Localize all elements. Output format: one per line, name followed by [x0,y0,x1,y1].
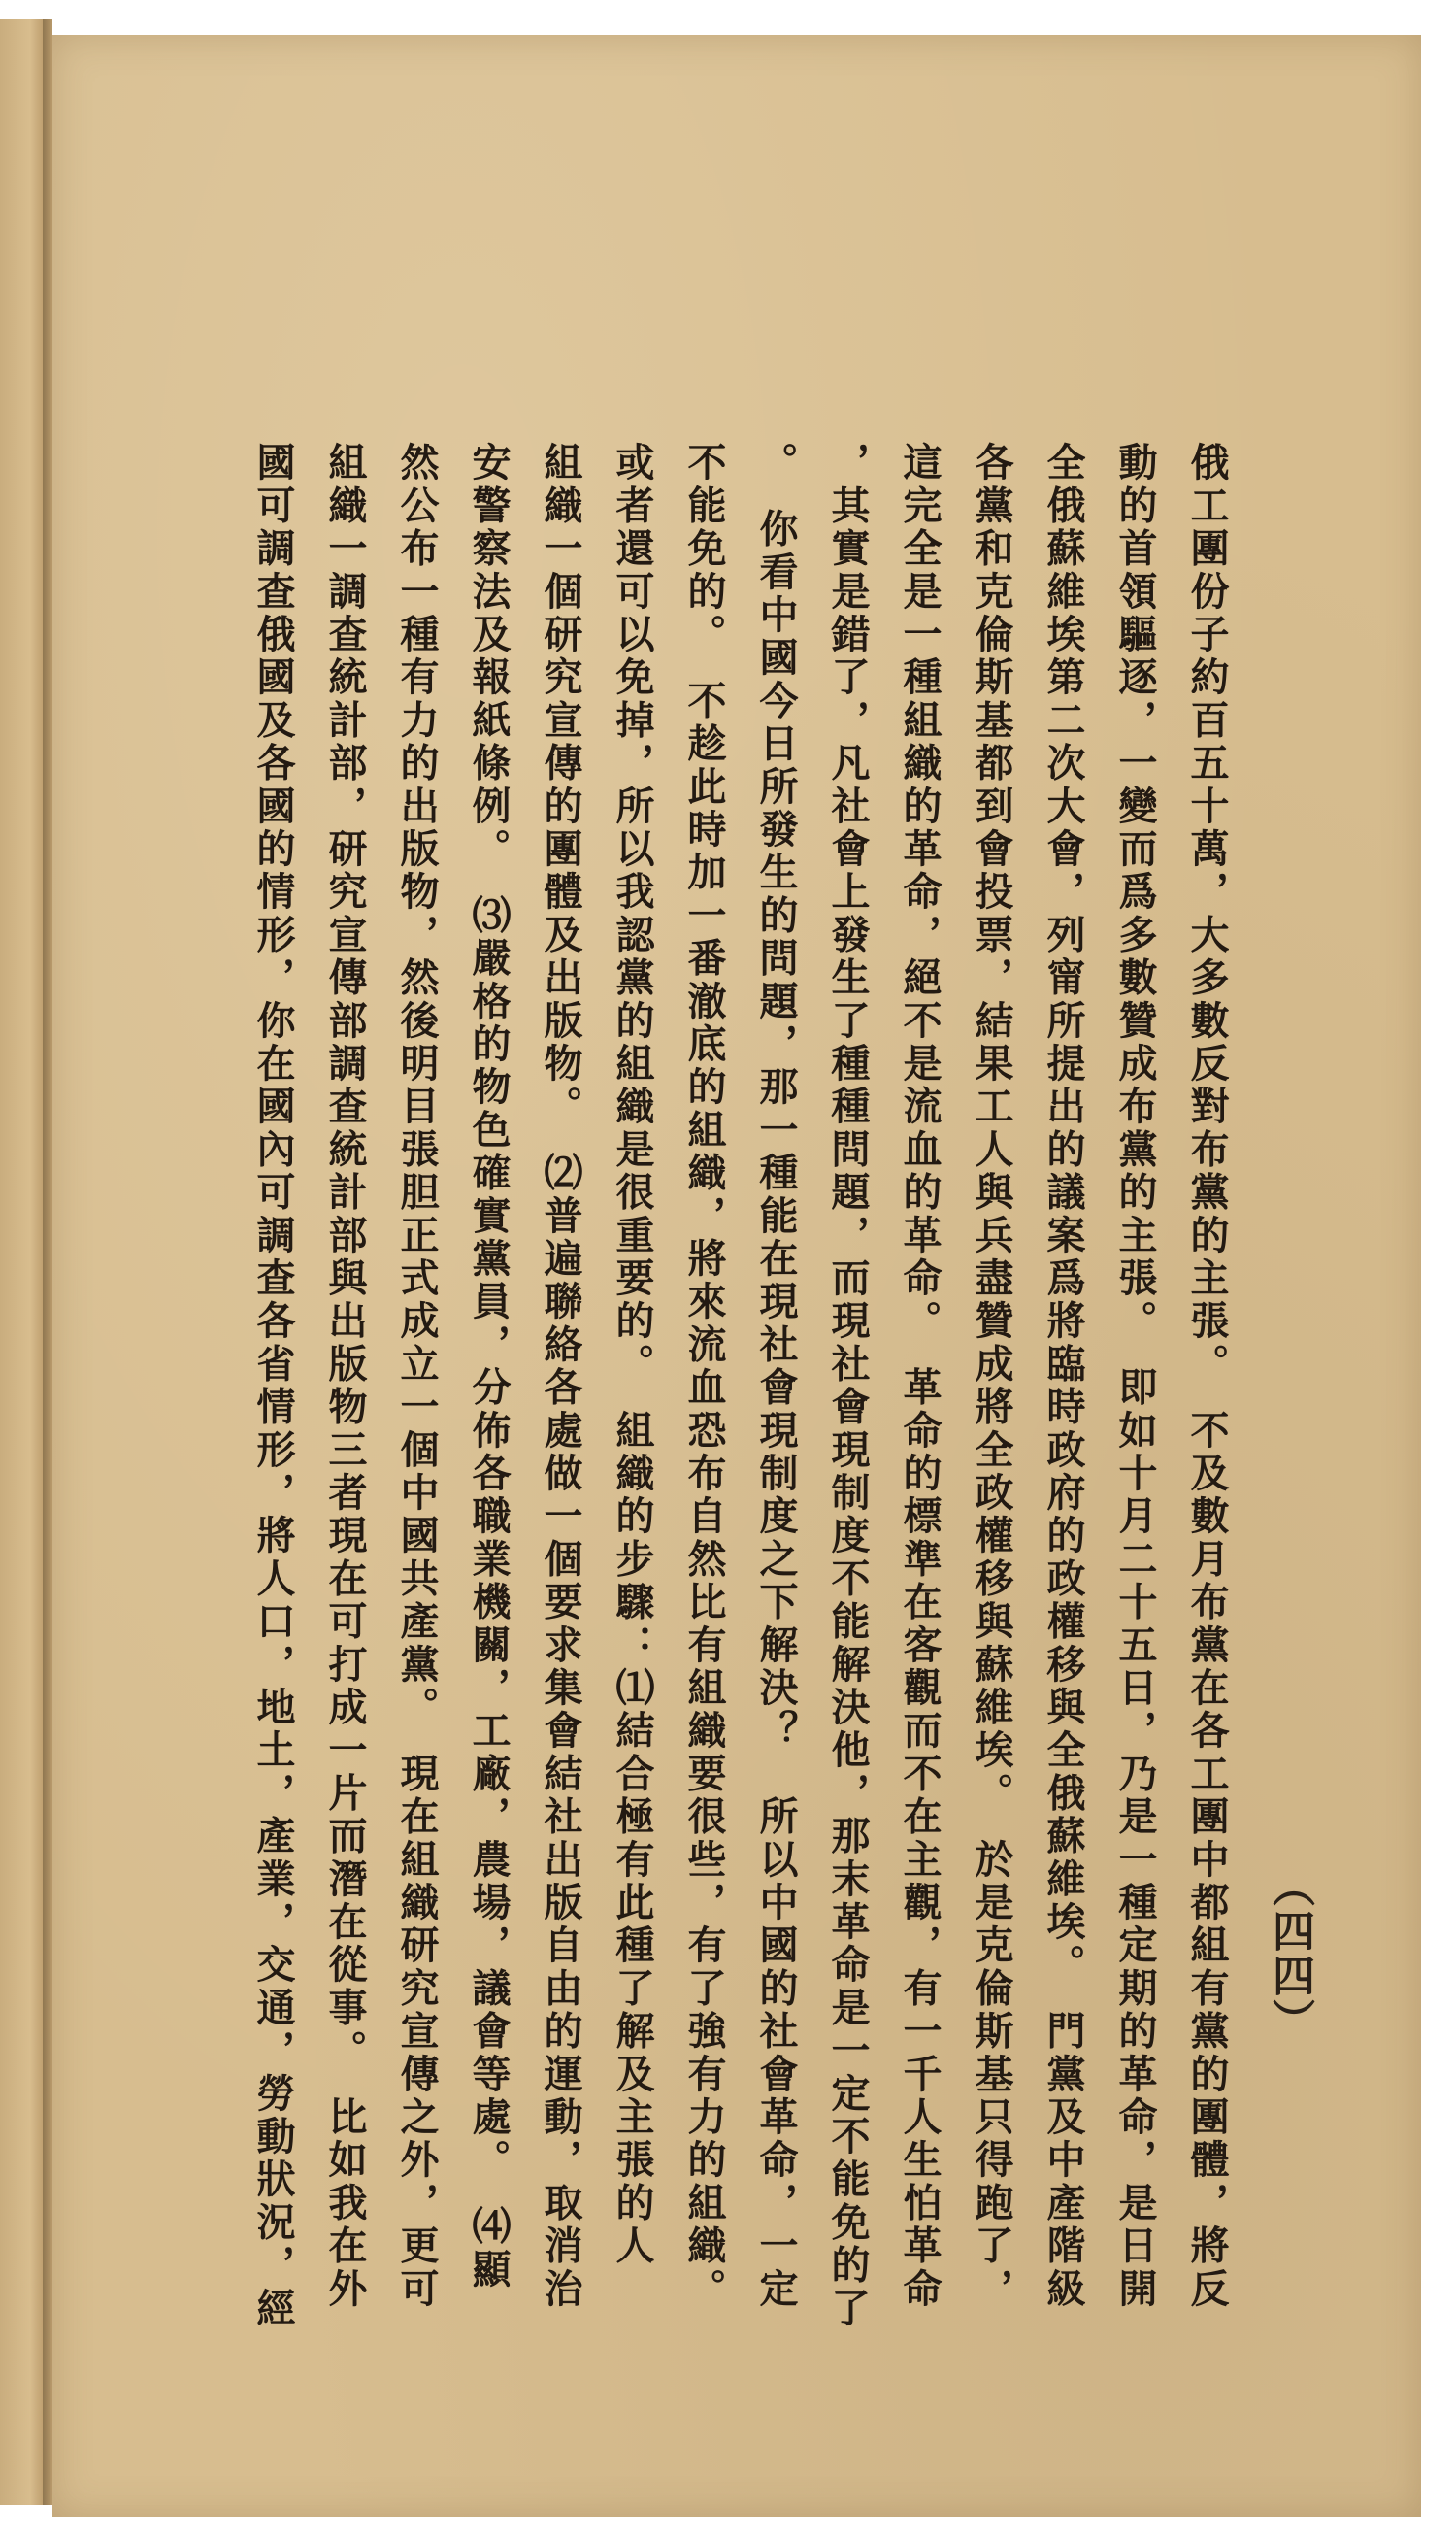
text-column: 這完全是一種組織的革命，絕不是流血的革命。 革命的標準在客觀而不在主觀，有一千人生怕革命 [897,442,943,2311]
previous-page-edge [0,19,43,2505]
text-column: 。 你看中國今日所發生的問題，那一種能在現社會現制度之下解決？ 所以中國的社會革命，一定 [753,442,799,2311]
body-text [97,442,1242,2384]
text-column: 動的首領驅逐，一變而爲多數贊成布黨的主張。 即如十月二十五日，乃是一種定期的革命，是日開 [1112,442,1158,2311]
text-column: 然公布一種有力的出版物，然後明目張胆正式成立一個中國共產黨。 現在組織研究宣傳之外，更可 [394,442,440,2311]
text-column: 或者還可以免掉，所以我認黨的組織是很重要的。 組織的步驟：⑴結合極有此種了解及主張的人 [610,442,655,2268]
book-gutter [43,19,52,2505]
page-number: （四四） [1265,1864,1314,2043]
text-column: 組織一個研究宣傳的團體及出版物。 ⑵普遍聯絡各處做一個要求集會結社出版自由的運動，取消治 [538,442,583,2311]
text-column: 不能免的。 不趁此時加一番澈底的組織，將來流血恐布自然比有組織要很些，有了強有力的組織。 [681,442,727,2311]
page-background-margin [1421,49,1456,2515]
text-column: 組織一調查統計部，研究宣傳部調查統計部與出版物三者現在可打成一片而潛在從事。 比如我在外 [322,442,368,2311]
text-column: 俄工團份子約百五十萬，大多數反對布黨的主張。 不及數月布黨在各工團中都組有黨的團體，將反 [1184,442,1230,2311]
text-column: ，其實是錯了，凡社會上發生了種種問題，而現社會現制度不能解決他，那末革命是一定不能免的了 [825,442,871,2330]
text-column: 安警察法及報紙條例。 ⑶嚴格的物色確實黨員，分佈各職業機關，工廠，農場，議會等處。 ⑷顯 [466,442,512,2291]
text-column: 各黨和克倫斯基都到會投票，結果工人與兵盡贊成將全政權移與蘇維埃。 於是克倫斯基只得跑了， [969,442,1014,2311]
text-column: 國可調查俄國及各國的情形，你在國內可調查各省情形，將人口，地土，產業，交通，勞動狀況，經 [250,442,296,2330]
text-column: 全俄蘇維埃第二次大會，列甯所提出的議案爲將臨時政府的政權移與全俄蘇維埃。 門黨及中產階級 [1041,442,1086,2311]
